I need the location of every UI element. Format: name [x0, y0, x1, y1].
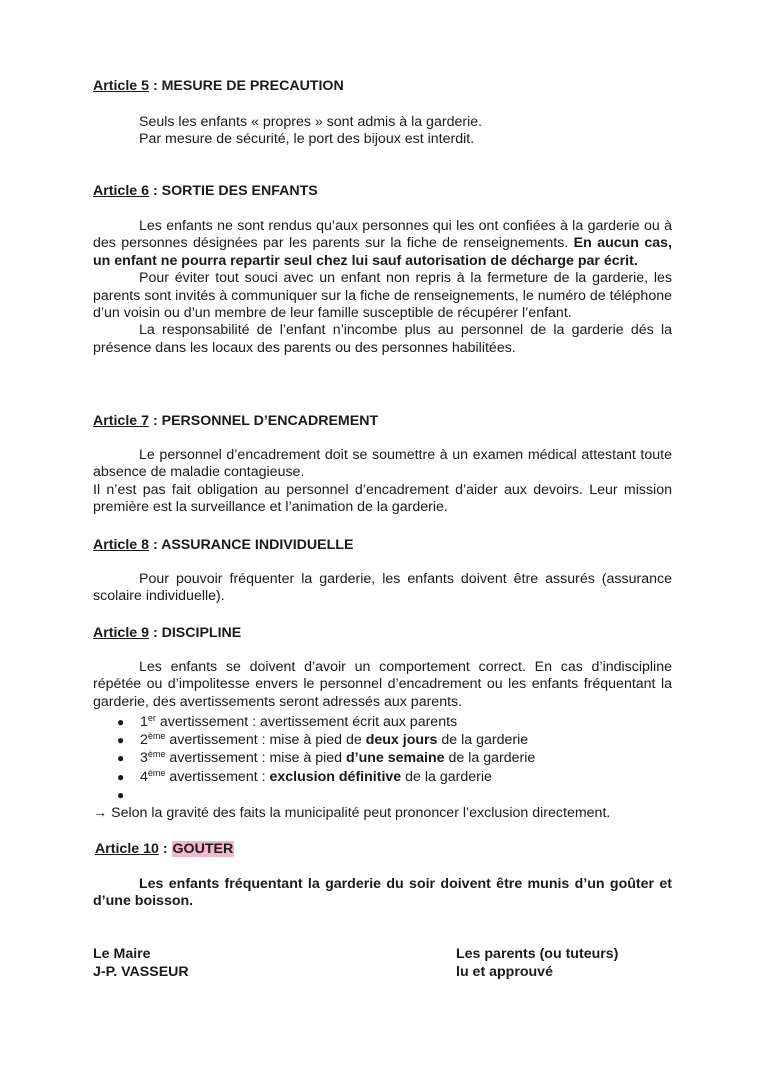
heading-separator: :: [149, 183, 162, 199]
article-8-body: [93, 571, 672, 606]
article-7-body: [93, 447, 672, 517]
list-item: ● 3ème avertissement : mise à pied d’une semaine de la garderie: [117, 749, 536, 767]
bullet-icon: ●: [117, 769, 125, 784]
article-7-paragraph-1: Le personnel d’encadrement doit se soumettre à un examen médical attestant toute absence de maladie contagieuse.: [93, 447, 672, 481]
article-9-heading: [93, 625, 241, 641]
parents-approval: lu et approuvé: [456, 963, 553, 980]
article-6-p1-bold: En aucun cas, un enfant ne pourra repartir seul chez lui sauf autorisation de décharge par écrit.: [93, 235, 672, 269]
list-item: ● 4ème avertissement : exclusion définitive de la garderie: [117, 767, 492, 785]
article-8-title: ASSURANCE INDIVIDUELLE: [161, 537, 354, 553]
article-8-label: Article 8: [93, 537, 149, 553]
article-6-p1-text: Les enfants ne sont rendus qu’aux personnes qui les ont confiées à la garderie ou à des personnes désignées par les parents sur la fiche de renseignements.: [93, 218, 672, 252]
list-item: ● 2ème avertissement : mise à pied de deux jours de la garderie: [117, 731, 529, 749]
article-8-paragraph-1: Pour pouvoir fréquenter la garderie, les enfants doivent être assurés (assurance scolaire individuelle).: [93, 571, 672, 605]
article-7-heading: [93, 413, 378, 429]
heading-separator: :: [149, 625, 162, 641]
article-10-paragraph-1: Les enfants fréquentant la garderie du soir doivent être munis d’un goûter et d’une boisson.: [93, 876, 672, 910]
article-6-paragraph-2: Pour éviter tout souci avec un enfant non repris à la fermeture de la garderie, les parents sont invités à communiquer sur la fiche de renseignements, le numéro de téléphone d’un voisin ou d’un membre de leur famille susceptible de récupérer l’enfant.: [93, 270, 672, 322]
parents-title: Les parents (ou tuteurs): [456, 946, 619, 962]
article-9-label: Article 9: [93, 625, 149, 641]
article-9-paragraph-1: Les enfants se doivent d’avoir un comportement correct. En cas d’indiscipline répétée ou d’impolitesse envers le personnel d’encadrement ou les enfants fréquentant la garderie, des avertissements seront adressés aux parents.: [93, 659, 672, 710]
article-6-paragraph-1: [93, 218, 672, 270]
article-7-label: Article 7: [93, 413, 149, 429]
article-10-body: [93, 876, 672, 911]
article-7-title: PERSONNEL D’ENCADREMENT: [161, 413, 379, 429]
heading-separator: :: [158, 841, 172, 857]
parents-signature-block: [456, 946, 618, 981]
article-10-heading: [95, 841, 234, 857]
heading-separator: :: [149, 78, 162, 94]
bullet-icon: ●: [117, 751, 125, 766]
article-8-heading: [93, 537, 353, 553]
article-9-body: [93, 659, 672, 711]
article-9-note: → Selon la gravité des faits la municipalité peut prononcer l’exclusion directement.: [93, 805, 611, 821]
article-6-title: SORTIE DES ENFANTS: [161, 183, 318, 199]
bullet-icon: ●: [117, 715, 125, 729]
article-6-label: Article 6: [93, 183, 149, 199]
mayor-name: J-P. VASSEUR: [93, 963, 189, 980]
mayor-title: Le Maire: [93, 946, 151, 962]
mayor-signature-block: [93, 946, 189, 981]
article-5-line-2: Par mesure de sécurité, le port des bijoux est interdit.: [139, 131, 475, 147]
article-5-title: MESURE DE PRECAUTION: [161, 78, 344, 94]
article-10-title: GOUTER: [172, 841, 234, 857]
bullet-icon: ●: [117, 787, 125, 802]
article-5-line-1: Seuls les enfants « propres » sont admis à la garderie.: [139, 114, 483, 130]
article-6-body: [93, 218, 672, 357]
article-5-heading: [93, 78, 344, 94]
article-10-label: Article 10: [95, 841, 159, 857]
article-6-paragraph-3: La responsabilité de l’enfant n’incombe plus au personnel de la garderie dés la présence dans les locaux des parents ou des personnes habilitées.: [93, 322, 672, 356]
article-7-paragraph-2: Il n’est pas fait obligation au personnel d’encadrement d’aider aux devoirs. Leur mission première est la surveillance et l’animation de la garderie.: [93, 481, 672, 516]
sanctions-list: [117, 713, 677, 804]
heading-separator: :: [149, 537, 162, 553]
article-6-heading: [93, 183, 318, 199]
article-5-label: Article 5: [93, 78, 149, 94]
list-item: ● 1er avertissement : avertissement écrit aux parents: [117, 713, 458, 730]
list-item-empty: [117, 786, 677, 804]
article-9-title: DISCIPLINE: [161, 625, 242, 641]
heading-separator: :: [149, 413, 162, 429]
bullet-icon: ●: [117, 733, 125, 748]
